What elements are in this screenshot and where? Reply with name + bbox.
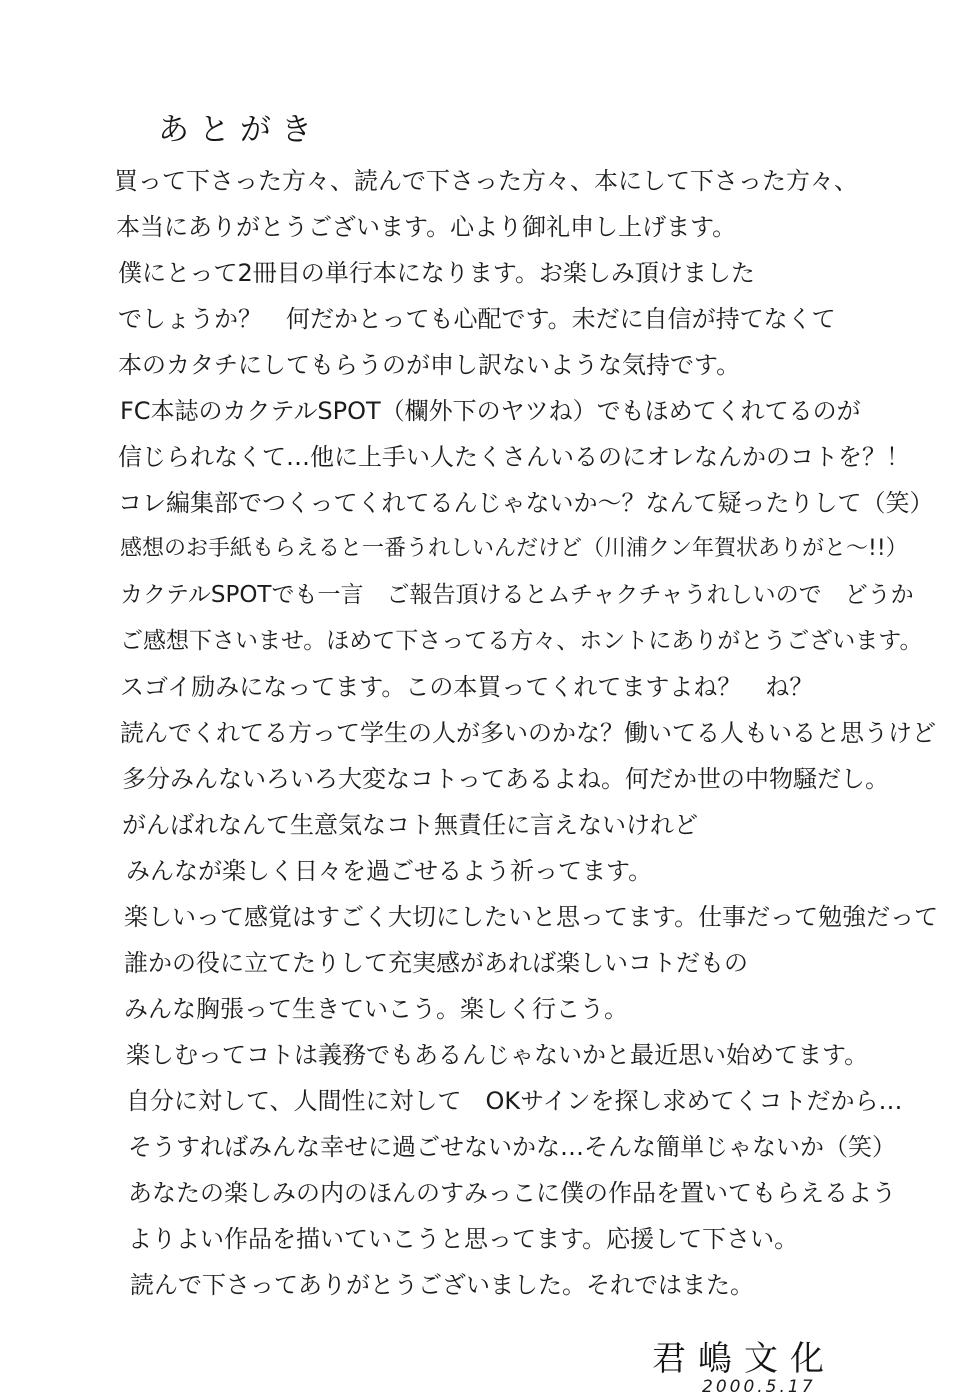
body-line: 楽しむってコトは義務でもあるんじゃないかと最近思い始めてます。	[126, 1041, 869, 1069]
body-line: 僕にとって2冊目の単行本になります。お楽しみ頂けました	[118, 259, 755, 287]
body-line: がんばれなんて生意気なコト無責任に言えないけれど	[122, 811, 698, 839]
body-line: 誰かの役に立てたりして充実感があれば楽しいコトだもの	[124, 949, 748, 977]
body-line: ご感想下さいませ。ほめて下さってる方々、ホントにありがとうございます。	[120, 628, 923, 654]
body-line: みんな胸張って生きていこう。楽しく行こう。	[124, 995, 628, 1023]
body-line: 多分みんないろいろ大変なコトってあるよね。何だか世の中物騒だし。	[122, 765, 890, 793]
afterword-title: あとがき	[158, 112, 322, 148]
body-line: そうすればみんな幸せに過ごせないかな…そんな簡単じゃないか（笑）	[128, 1133, 896, 1161]
body-line: よりよい作品を描いていこうと思ってます。応援して下さい。	[128, 1225, 799, 1253]
body-line: 読んで下さってありがとうございました。それではまた。	[130, 1271, 754, 1299]
author-signature: 君嶋文化	[652, 1339, 836, 1379]
body-line: でしょうか？ 何だかとっても心配です。未だに自信が持てなくて	[118, 305, 836, 333]
signature-date: 2000.5.17	[702, 1377, 816, 1397]
body-line: 自分に対して、人間性に対して OKサインを探し求めてくコトだから…	[126, 1087, 903, 1115]
body-line: 本当にありがとうございます。心より御礼申し上げます。	[116, 213, 737, 241]
body-line: 読んでくれてる方って学生の人が多いのかな？働いてる人もいると思うけど	[120, 719, 936, 747]
body-line: 楽しいって感覚はすごく大切にしたいと思ってます。仕事だって勉強だって	[124, 903, 939, 931]
body-line: 感想のお手紙もらえると一番うれしいんだけど（川浦クン年賀状ありがと〜!!）	[120, 536, 908, 561]
body-line: 本のカタチにしてもらうのが申し訳ないような気持です。	[118, 351, 741, 379]
body-line: スゴイ励みになってます。この本買ってくれてますよね？ ね？	[120, 673, 814, 701]
body-line: FC本誌のカクテルSPOT（欄外下のヤツね）でもほめてくれてるのが	[120, 397, 861, 425]
body-line: みんなが楽しく日々を過ごせるよう祈ってます。	[126, 857, 653, 885]
body-line: 信じられなくて…他に上手い人たくさんいるのにオレなんかのコトを？！	[118, 443, 910, 471]
body-line: 買って下さった方々、読んで下さった方々、本にして下さった方々、	[114, 167, 858, 195]
body-line: あなたの楽しみの内のほんのすみっこに僕の作品を置いてもらえるよう	[128, 1179, 896, 1207]
body-line: コレ編集部でつくってくれてるんじゃないか〜？なんて疑ったりして（笑）	[118, 489, 934, 517]
body-line: カクテルSPOTでも一言 ご報告頂けるとムチャクチャうれしいので どうか	[120, 582, 914, 608]
